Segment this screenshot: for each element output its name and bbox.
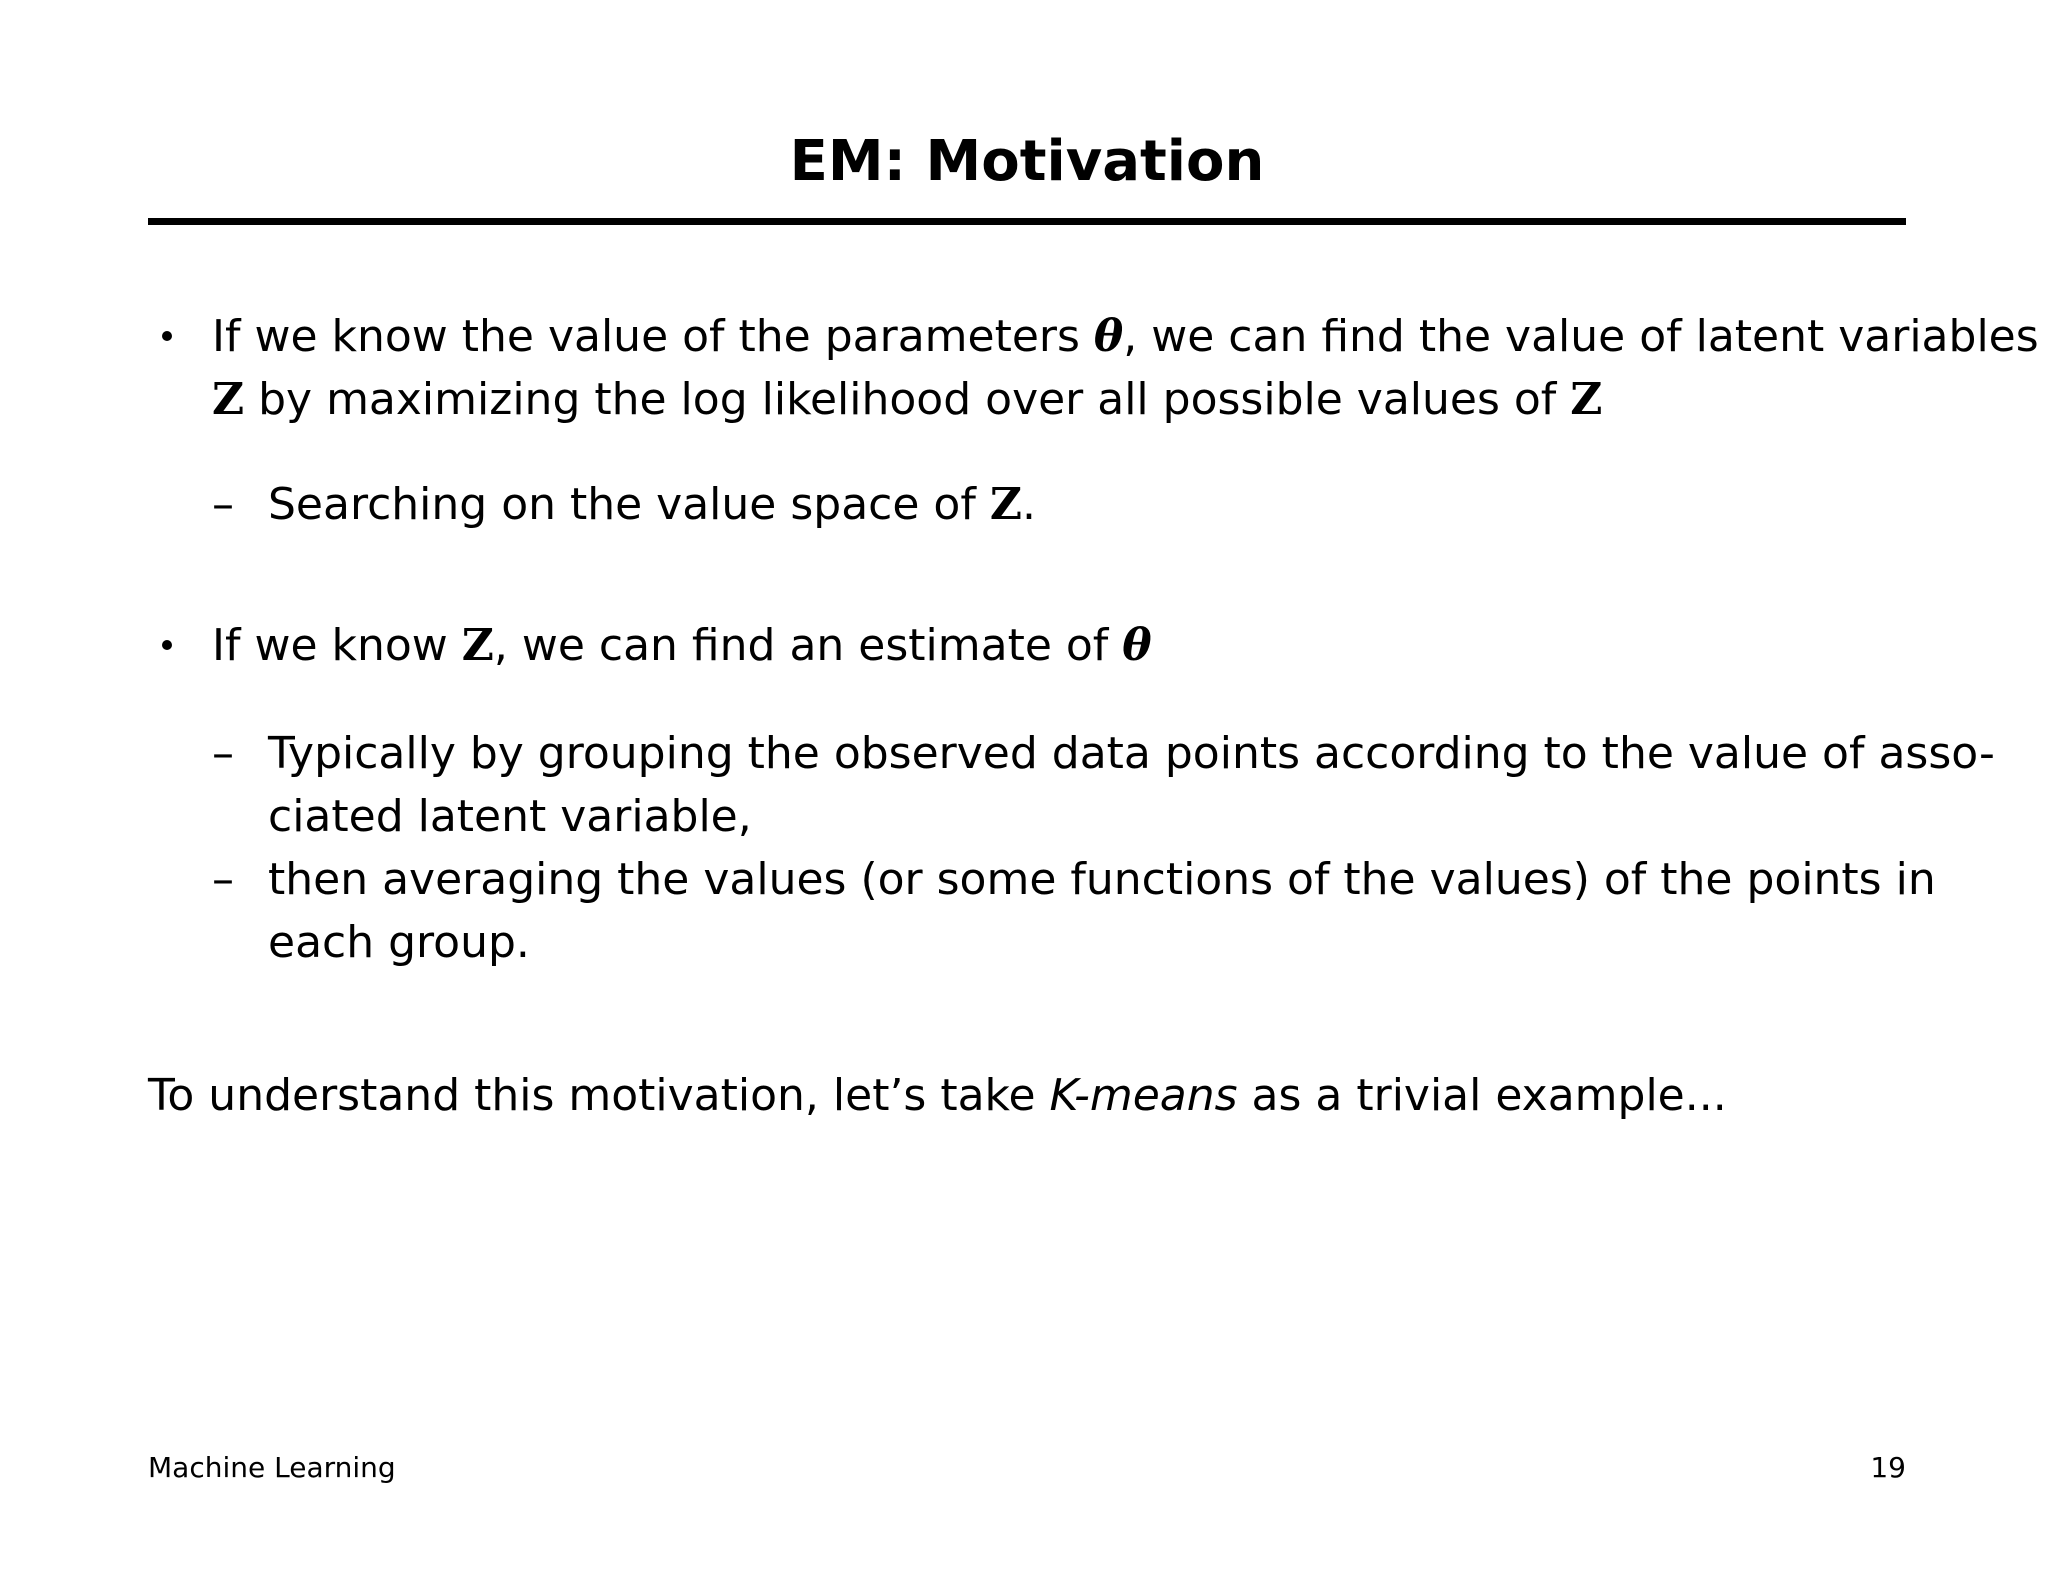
bullet-dot bbox=[162, 640, 172, 650]
sub-bullet-dash: – bbox=[212, 854, 234, 905]
bullet-2-sub-1-line-2: ciated latent variable, bbox=[268, 791, 752, 842]
sub-bullet-dash: – bbox=[212, 728, 234, 779]
slide-title: EM: Motivation bbox=[789, 129, 1265, 194]
bullet-2-sub-1-line-1: Typically by grouping the observed data points according to the value of asso- bbox=[268, 728, 1995, 779]
bullet-2-sub-2-line-1: then averaging the values (or some functions of the values) of the points in bbox=[268, 854, 1936, 905]
bullet-dot bbox=[162, 331, 172, 341]
footer-course-name: Machine Learning bbox=[148, 1451, 396, 1484]
page-number: 19 bbox=[1870, 1451, 1906, 1484]
title-rule bbox=[148, 218, 1906, 225]
bullet-1-line-2: Z by maximizing the log likelihood over all possible values of Z bbox=[212, 374, 1603, 425]
bullet-2-sub-2-line-2: each group. bbox=[268, 917, 530, 968]
bullet-1-line-1: If we know the value of the parameters θ, we can find the value of latent variables bbox=[212, 311, 2039, 362]
closing-sentence: To understand this motivation, let’s take K-means as a trivial example... bbox=[148, 1070, 1727, 1121]
bullet-2-line-1: If we know Z, we can find an estimate of θ bbox=[212, 620, 1152, 671]
sub-bullet-dash: – bbox=[212, 479, 234, 530]
bullet-1-sub-1: Searching on the value space of Z. bbox=[268, 479, 1036, 530]
